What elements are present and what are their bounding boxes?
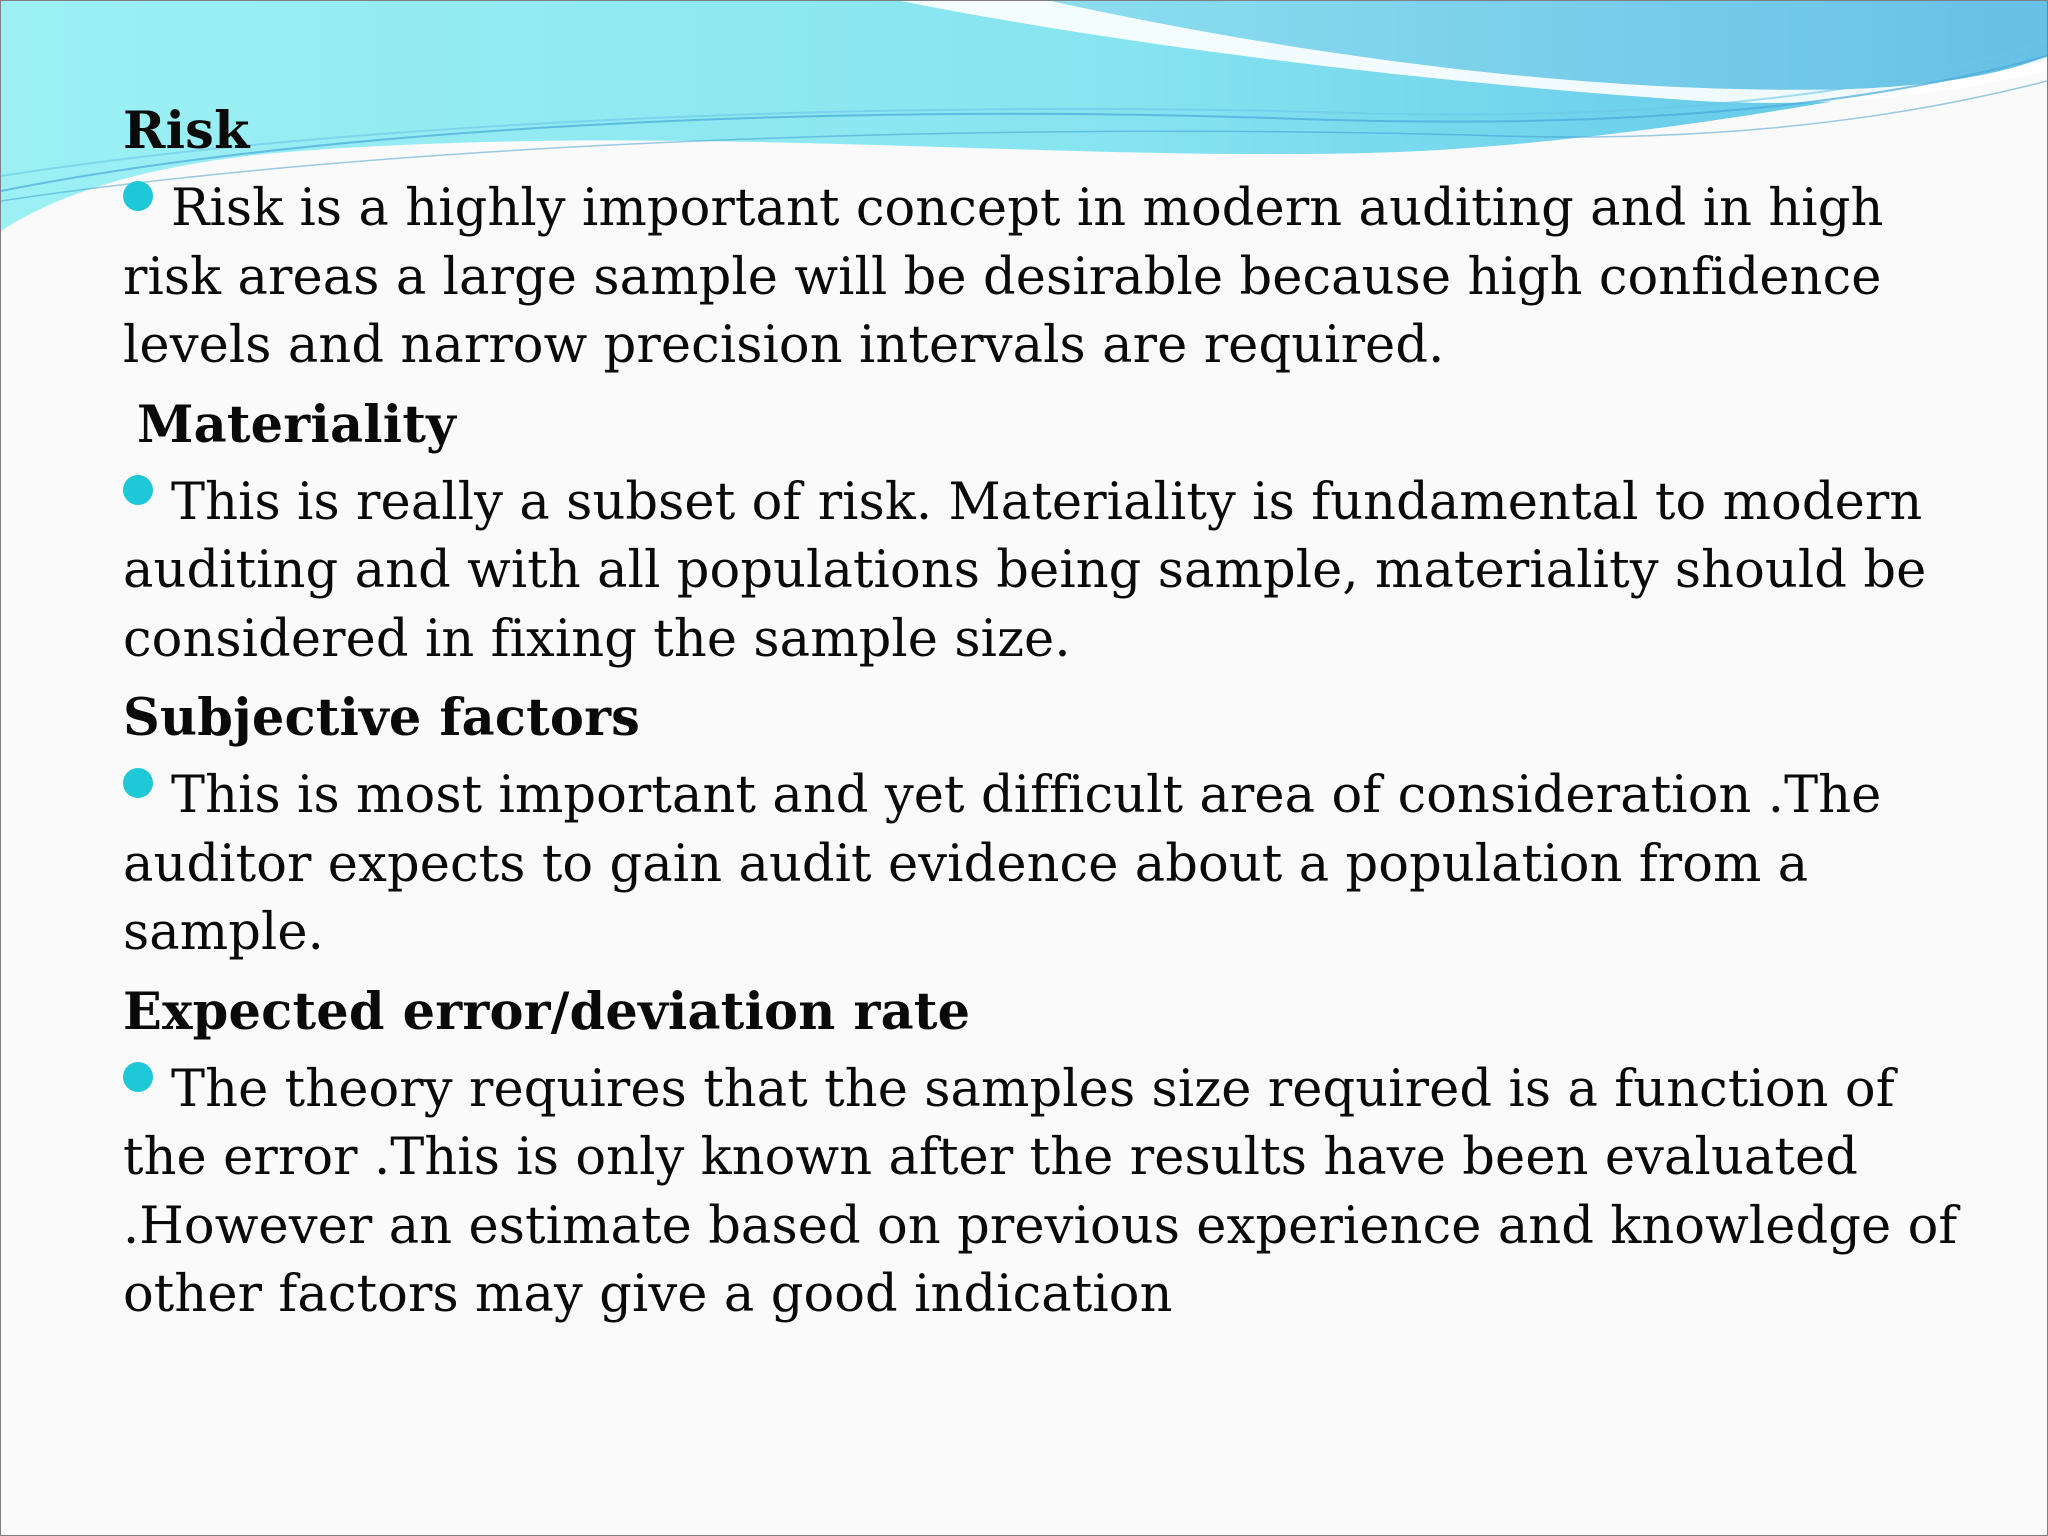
bullet-materiality bbox=[123, 469, 1963, 675]
bullet-subjective-factors bbox=[123, 762, 1963, 968]
slide-content bbox=[123, 97, 1963, 1340]
bullet-risk bbox=[123, 175, 1963, 381]
bullet-expected-error bbox=[123, 1056, 1963, 1330]
heading-expected-error: Expected error/deviation rate bbox=[123, 981, 971, 1042]
heading-materiality: Materiality bbox=[137, 394, 456, 455]
bullet-icon bbox=[123, 1062, 153, 1092]
bullet-materiality-text: This is really a subset of risk. Materiality is fundamental to modern auditing and with all populations being sample, materiality should be considered in fixing the sample size. bbox=[123, 472, 1927, 669]
bullet-expected-error-text: The theory requires that the samples size required is a function of the error .This is only known after the results have been evaluated .However an estimate based on previous experience and knowledge of other factors may give a good indication bbox=[123, 1059, 1958, 1324]
bullet-icon bbox=[123, 181, 153, 211]
heading-subjective-factors: Subjective factors bbox=[123, 688, 641, 748]
heading-risk: Risk bbox=[123, 101, 250, 161]
bullet-icon bbox=[123, 475, 153, 505]
bullet-icon bbox=[123, 768, 153, 798]
bullet-risk-text: Risk is a highly important concept in modern auditing and in high risk areas a large sample will be desirable because high confidence levels and narrow precision intervals are required. bbox=[123, 179, 1884, 375]
bullet-subjective-factors-text: This is most important and yet difficult area of consideration .The auditor expects to gain audit evidence about a population from a sample. bbox=[123, 766, 1882, 962]
